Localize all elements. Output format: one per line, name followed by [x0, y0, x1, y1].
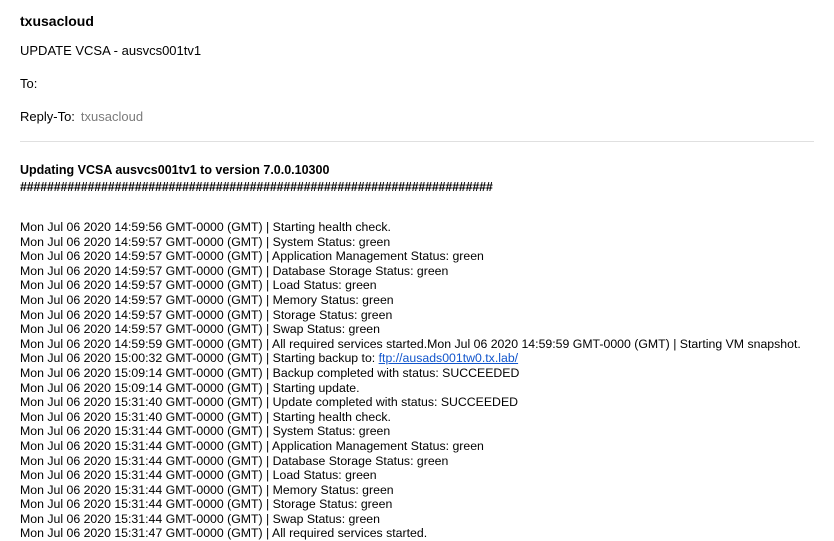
- separator-line: ######################################################################: [20, 180, 493, 194]
- backup-target-link[interactable]: ftp://ausads001tw0.tx.lab/: [378, 351, 519, 366]
- log-line: Mon Jul 06 2020 15:09:14 GMT-0000 (GMT) | Starting update.: [20, 380, 360, 395]
- sender-name: txusacloud: [20, 13, 94, 29]
- log-line: Mon Jul 06 2020 14:59:57 GMT-0000 (GMT) | Load Status: green: [20, 278, 377, 293]
- log-line: Mon Jul 06 2020 14:59:59 GMT-0000 (GMT) | All required services started.Mon Jul 06 2020 14:59:59 GMT-0000 (GMT) | Starting VM snapshot.: [20, 336, 801, 351]
- log-line: Mon Jul 06 2020 15:31:44 GMT-0000 (GMT) | Application Management Status: green: [20, 438, 484, 453]
- to-label: To:: [20, 76, 38, 91]
- email-header: [0, 0, 834, 142]
- header-divider: [20, 141, 814, 142]
- update-heading: Updating VCSA ausvcs001tv1 to version 7.0.0.10300: [20, 163, 330, 177]
- reply-to-label: Reply-To:: [20, 109, 75, 124]
- log-line: Mon Jul 06 2020 14:59:57 GMT-0000 (GMT) | Memory Status: green: [20, 292, 394, 307]
- log-line: Mon Jul 06 2020 14:59:56 GMT-0000 (GMT) | Starting health check.: [20, 220, 391, 234]
- log-line: Mon Jul 06 2020 14:59:57 GMT-0000 (GMT) | Swap Status: green: [20, 322, 380, 337]
- to-row: [20, 75, 814, 92]
- log-line: Mon Jul 06 2020 15:31:44 GMT-0000 (GMT) | Swap Status: green: [20, 511, 380, 526]
- log-line: Mon Jul 06 2020 15:31:44 GMT-0000 (GMT) | Load Status: green: [20, 468, 377, 483]
- log-line: Mon Jul 06 2020 15:31:40 GMT-0000 (GMT) | Starting health check.: [20, 409, 391, 424]
- log-line: Mon Jul 06 2020 15:31:44 GMT-0000 (GMT) | Memory Status: green: [20, 482, 394, 497]
- log-line: [20, 351, 814, 366]
- log-line: Mon Jul 06 2020 15:31:40 GMT-0000 (GMT) | Update completed with status: SUCCEEDED: [20, 395, 519, 410]
- log-output: [20, 220, 814, 541]
- email-subject: UPDATE VCSA - ausvcs001tv1: [20, 43, 202, 58]
- log-line: Mon Jul 06 2020 15:31:44 GMT-0000 (GMT) | Storage Status: green: [20, 497, 393, 512]
- log-line: Mon Jul 06 2020 15:09:14 GMT-0000 (GMT) | Backup completed with status: SUCCEEDED: [20, 365, 520, 380]
- log-line: Mon Jul 06 2020 14:59:57 GMT-0000 (GMT) | Storage Status: green: [20, 307, 393, 322]
- log-line-text: Mon Jul 06 2020 15:00:32 GMT-0000 (GMT) | Starting backup to:: [20, 351, 379, 366]
- email-body: [0, 162, 834, 541]
- log-line: Mon Jul 06 2020 15:31:44 GMT-0000 (GMT) | System Status: green: [20, 424, 391, 439]
- reply-to-row: [20, 108, 814, 125]
- log-line: Mon Jul 06 2020 14:59:57 GMT-0000 (GMT) | Application Management Status: green: [20, 249, 484, 264]
- log-line: Mon Jul 06 2020 14:59:57 GMT-0000 (GMT) | Database Storage Status: green: [20, 263, 449, 278]
- log-line: Mon Jul 06 2020 14:59:57 GMT-0000 (GMT) | System Status: green: [20, 234, 391, 249]
- log-line: Mon Jul 06 2020 15:31:47 GMT-0000 (GMT) | All required services started.: [20, 526, 428, 541]
- log-line: Mon Jul 06 2020 15:31:44 GMT-0000 (GMT) | Database Storage Status: green: [20, 453, 449, 468]
- reply-to-value: txusacloud: [80, 109, 144, 124]
